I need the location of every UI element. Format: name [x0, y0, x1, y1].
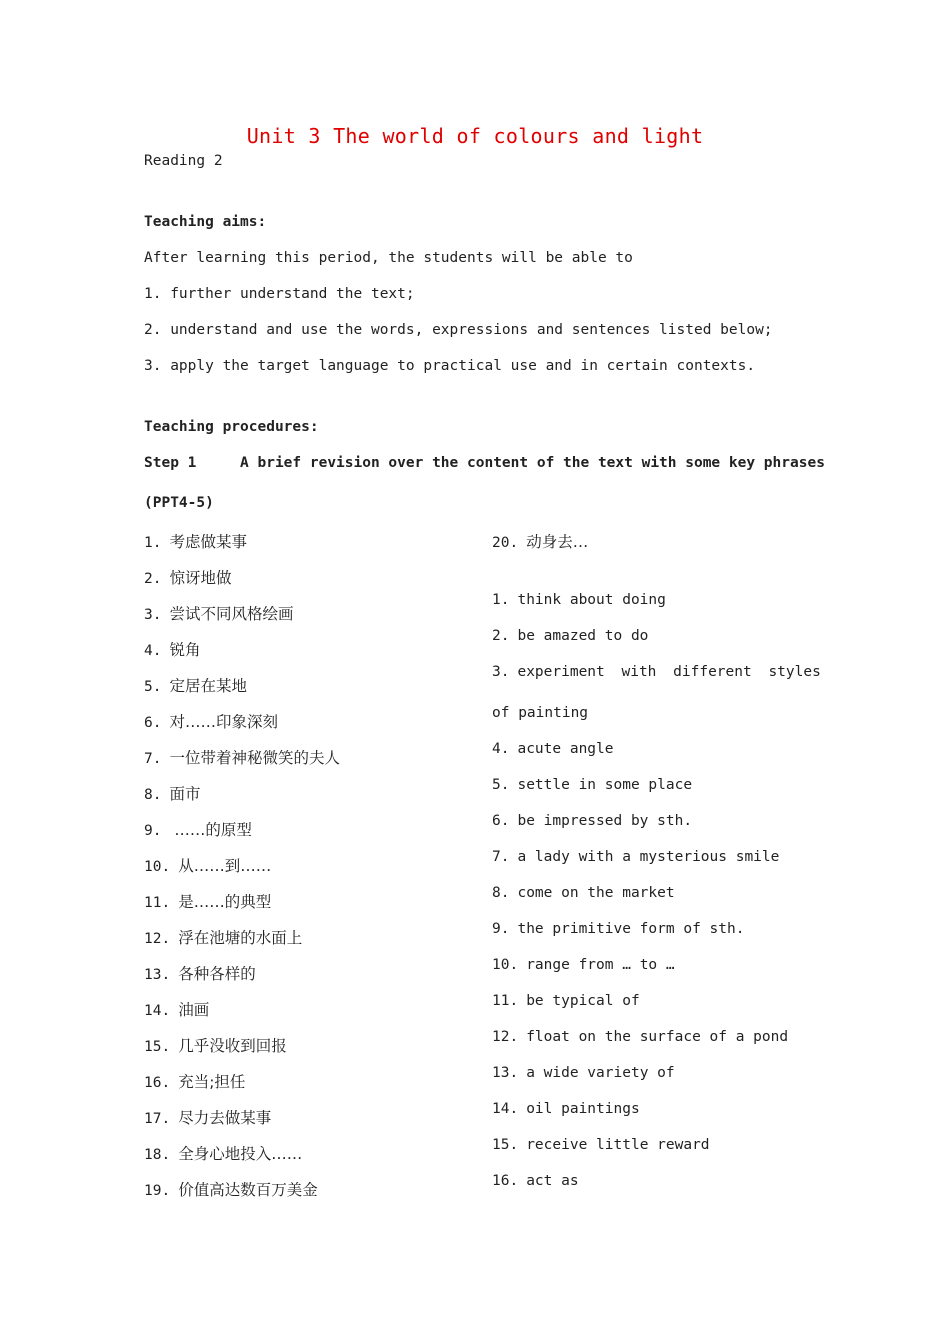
item-number: 9. [144, 823, 162, 839]
item-number: 15. [492, 1137, 519, 1153]
item-number: 16. [492, 1173, 519, 1189]
item-number: 3. [492, 664, 510, 680]
item-number: 20. [492, 535, 519, 551]
item-text: 是……的典型 [178, 893, 272, 911]
item-text: be typical of [526, 993, 640, 1009]
item-number: 7. [144, 751, 162, 767]
item-text: come on the market [517, 885, 675, 901]
english-item [492, 1137, 710, 1153]
item-number: 2. [492, 628, 510, 644]
item-text: 对……印象深刻 [169, 713, 278, 731]
english-item [492, 1029, 788, 1045]
item-text: oil paintings [526, 1101, 640, 1117]
item-text: ……的原型 [169, 821, 252, 839]
item-number: 6. [492, 813, 510, 829]
english-item [492, 993, 640, 1009]
item-number: 12. [492, 1029, 519, 1045]
item-number: 1. [144, 535, 162, 551]
item-text: 各种各样的 [178, 965, 256, 983]
aims-intro: After learning this period, the students will be able to [144, 250, 633, 266]
item-text: experiment with different styles [517, 664, 821, 680]
chinese-item [144, 1034, 287, 1056]
item-number: 1. [492, 592, 510, 608]
aim-item-3: 3. apply the target language to practical use and in certain contexts. [144, 358, 756, 374]
item-number: 19. [144, 1183, 171, 1199]
item-number: 8. [144, 787, 162, 803]
item-number: 9. [492, 921, 510, 937]
item-text: settle in some place [517, 777, 693, 793]
chinese-item [144, 674, 247, 696]
item-number: 14. [492, 1101, 519, 1117]
chinese-item [144, 782, 200, 804]
aim-item-1: 1. further understand the text; [144, 286, 415, 302]
english-item [492, 1101, 640, 1117]
chinese-item [144, 1142, 302, 1164]
item-text: a lady with a mysterious smile [517, 849, 780, 865]
procedures-heading: Teaching procedures: [144, 419, 319, 435]
item-text: receive little reward [526, 1137, 710, 1153]
english-item [492, 885, 675, 901]
item-text: of painting [492, 705, 589, 721]
aim-item-2: 2. understand and use the words, expressions and sentences listed below; [144, 322, 773, 338]
chinese-item [144, 710, 278, 732]
chinese-item [144, 1106, 271, 1128]
english-item [492, 849, 779, 865]
chinese-item [144, 962, 256, 984]
english-item [492, 705, 588, 721]
chinese-item [144, 602, 293, 624]
english-item [492, 592, 666, 608]
chinese-item [144, 638, 200, 660]
english-item [492, 741, 614, 757]
page-title: Unit 3 The world of colours and light [246, 124, 704, 148]
item-number: 10. [492, 957, 519, 973]
chinese-item [144, 890, 271, 912]
item-number: 8. [492, 885, 510, 901]
item-text: 动身去… [526, 533, 589, 551]
item-number: 15. [144, 1039, 171, 1055]
item-text: 全身心地投入…… [178, 1145, 303, 1163]
chinese-item [144, 926, 302, 948]
english-item [492, 1173, 579, 1189]
item-number: 5. [144, 679, 162, 695]
chinese-item [144, 566, 231, 588]
english-item [492, 664, 821, 680]
item-text: range from … to … [526, 957, 675, 973]
english-item [492, 957, 675, 973]
item-text: float on the surface of a pond [526, 1029, 789, 1045]
item-number: 4. [144, 643, 162, 659]
item-text: acute angle [517, 741, 614, 757]
item-number: 11. [144, 895, 171, 911]
item-text: the primitive form of sth. [517, 921, 745, 937]
item-text: 惊讶地做 [169, 569, 232, 587]
item-text: 浮在池塘的水面上 [178, 929, 303, 947]
item-number: 3. [144, 607, 162, 623]
item-number: 13. [144, 967, 171, 983]
item-text: 锐角 [169, 641, 201, 659]
item-text: 充当;担任 [178, 1073, 246, 1091]
step1-heading: Step 1 A brief revision over the content of the text with some key phrases [144, 455, 825, 471]
item-number: 4. [492, 741, 510, 757]
chinese-item [144, 998, 209, 1020]
english-item [492, 777, 692, 793]
item-text: act as [526, 1173, 579, 1189]
chinese-item [144, 746, 340, 768]
item-text: 从……到…… [178, 857, 272, 875]
item-number: 18. [144, 1147, 171, 1163]
item-text: a wide variety of [526, 1065, 675, 1081]
english-item [492, 813, 692, 829]
ppt-reference: (PPT4-5) [144, 495, 214, 511]
item-text: 面市 [169, 785, 201, 803]
chinese-item [144, 530, 247, 552]
item-text: think about doing [517, 592, 666, 608]
item-number: 17. [144, 1111, 171, 1127]
chinese-item-20 [492, 530, 588, 552]
item-text: 价值高达数百万美金 [178, 1181, 318, 1199]
subtitle: Reading 2 [144, 153, 223, 169]
item-number: 7. [492, 849, 510, 865]
item-number: 12. [144, 931, 171, 947]
item-number: 10. [144, 859, 171, 875]
item-text: 定居在某地 [169, 677, 247, 695]
item-text: 一位带着神秘微笑的夫人 [169, 749, 340, 767]
item-number: 11. [492, 993, 519, 1009]
chinese-item [144, 854, 271, 876]
item-number: 14. [144, 1003, 171, 1019]
item-number: 13. [492, 1065, 519, 1081]
item-number: 16. [144, 1075, 171, 1091]
item-text: be amazed to do [517, 628, 649, 644]
item-text: 尽力去做某事 [178, 1109, 272, 1127]
english-item [492, 921, 744, 937]
item-text: 几乎没收到回报 [178, 1037, 287, 1055]
item-number: 2. [144, 571, 162, 587]
item-number: 6. [144, 715, 162, 731]
english-item [492, 1065, 675, 1081]
chinese-item [144, 818, 252, 840]
chinese-item [144, 1178, 318, 1200]
item-number: 5. [492, 777, 510, 793]
item-text: be impressed by sth. [517, 813, 693, 829]
chinese-item [144, 1070, 245, 1092]
item-text: 油画 [178, 1001, 210, 1019]
item-text: 尝试不同风格绘画 [169, 605, 294, 623]
aims-heading: Teaching aims: [144, 214, 267, 230]
english-item [492, 628, 648, 644]
item-text: 考虑做某事 [169, 533, 247, 551]
